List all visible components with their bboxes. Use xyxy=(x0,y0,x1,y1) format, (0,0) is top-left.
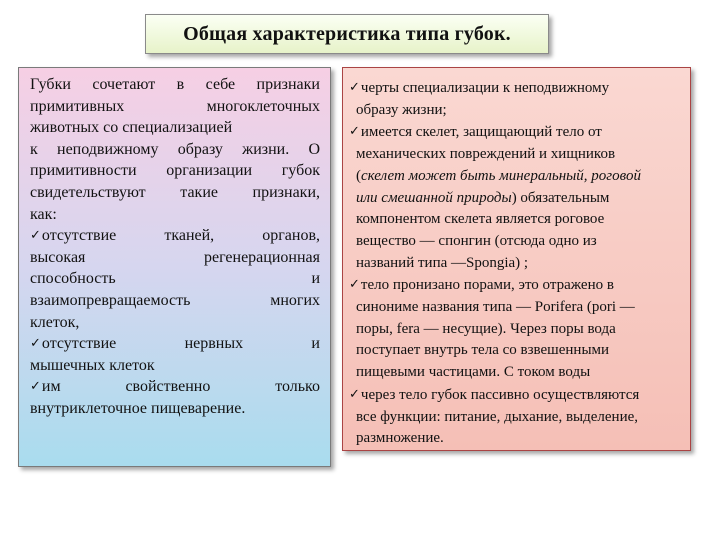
paren-open: ( xyxy=(356,167,361,184)
checkmark-icon: ✓ xyxy=(30,228,41,244)
text-line: компонентом скелета является роговое xyxy=(356,211,605,228)
text-line-italic xyxy=(349,188,682,210)
bullet-line xyxy=(349,384,682,407)
bullet-line xyxy=(30,333,320,355)
text-line: вещество — спонгин (отсюда одно из xyxy=(356,232,597,249)
text-line: к неподвижному образу жизни. О xyxy=(30,140,320,158)
bullet-line xyxy=(349,77,682,100)
text-line: как: xyxy=(30,205,57,223)
text-line: внутриклеточное пищеварение. xyxy=(30,399,246,417)
text-line: примитивности организации губок xyxy=(30,162,320,180)
italic-text: или смешанной природы xyxy=(356,189,512,206)
page-title: Общая характеристика типа губок. xyxy=(183,22,511,45)
bullet-text: имеется скелет, защищающий тело от xyxy=(360,124,602,141)
bullet-text: им свойственно только xyxy=(41,378,320,396)
bullet-text: черты специализации к неподвижному xyxy=(360,80,610,96)
text-line: размножение. xyxy=(356,430,444,447)
bullet-text: через тело губок пассивно осуществляются xyxy=(360,386,640,403)
checkmark-icon: ✓ xyxy=(30,379,41,395)
text-line: высокая регенерационная xyxy=(30,248,320,266)
bullet-line xyxy=(349,121,682,144)
text-line: образу жизни; xyxy=(356,101,447,118)
text-line: мышечных клеток xyxy=(30,356,155,374)
text-line-italic xyxy=(349,166,682,188)
text-line: синониме названия типа — Porifera (pori — xyxy=(356,299,635,316)
text-line: все функции: питание, дыхание, выделение, xyxy=(356,408,639,425)
bullet-text: отсутствие тканей, органов, xyxy=(41,227,320,245)
text-line: свидетельствуют такие признаки, xyxy=(30,183,320,201)
checkmark-icon: ✓ xyxy=(349,124,360,140)
text-line: пищевыми частицами. С током воды xyxy=(356,364,591,381)
after-italic-text: ) обязательным xyxy=(511,189,610,206)
text-line: поры, fera — несущие). Через поры вода xyxy=(356,320,616,337)
bullet-line xyxy=(30,225,320,247)
title-box xyxy=(145,14,549,54)
bullet-line xyxy=(349,274,682,297)
italic-text: скелет может быть минеральный, роговой xyxy=(361,167,641,184)
checkmark-icon: ✓ xyxy=(349,80,360,95)
checkmark-icon: ✓ xyxy=(30,336,41,352)
text-line: животных со специализацией xyxy=(30,119,233,137)
text-line: примитивных многоклеточных xyxy=(30,97,320,115)
text-line: поступает внутрь тела со взвешенными xyxy=(356,342,610,359)
text-line: названий типа —Spongia) ; xyxy=(356,254,529,271)
text-line: способность и xyxy=(30,270,320,288)
checkmark-icon: ✓ xyxy=(349,277,360,293)
bullet-line xyxy=(30,376,320,398)
left-text-panel xyxy=(18,67,331,467)
bullet-text: тело пронизано порами, это отражено в xyxy=(360,277,614,294)
checkmark-icon: ✓ xyxy=(349,386,360,402)
text-line: Губки сочетают в себе признаки xyxy=(30,76,320,93)
text-line: взаимопревращаемость многих xyxy=(30,291,320,309)
right-text-panel xyxy=(342,67,691,451)
bullet-text: отсутствие нервных и xyxy=(41,335,320,353)
text-line: механических повреждений и хищников xyxy=(356,146,616,163)
text-line: клеток, xyxy=(30,313,80,331)
